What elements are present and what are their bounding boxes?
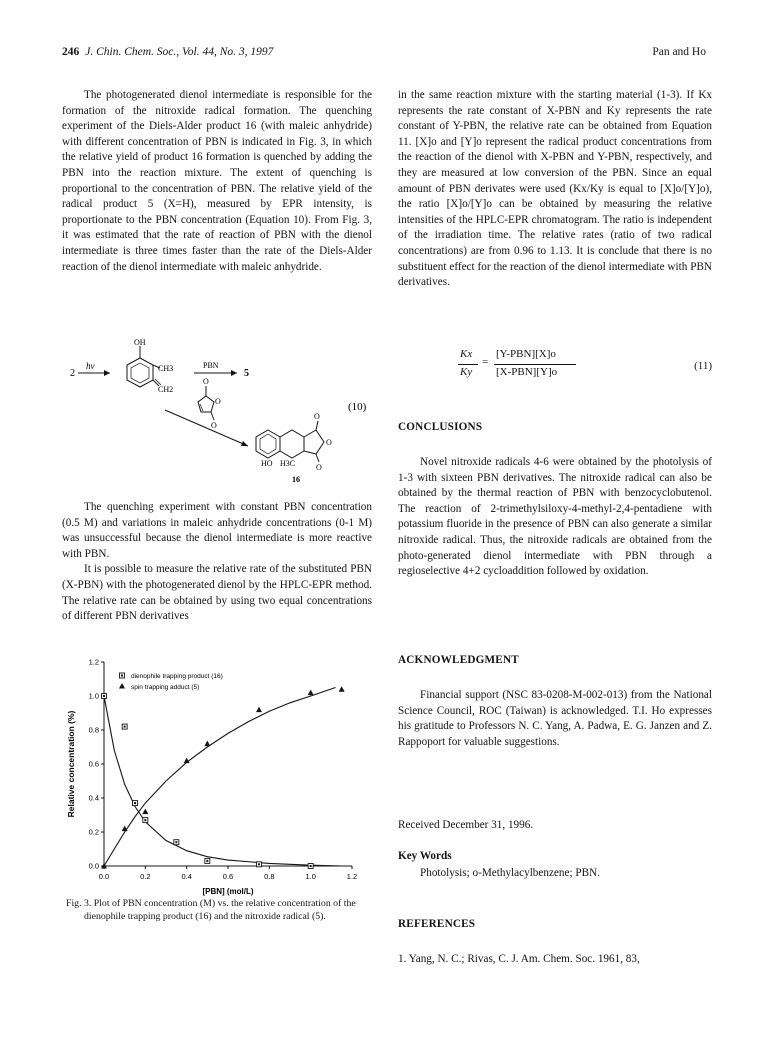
- eq-denominator: [X-PBN][Y]o: [496, 366, 558, 378]
- scheme-diagonal-arrow: [165, 410, 248, 446]
- legend-marker-spin-adduct: [119, 683, 125, 689]
- svg-text:O: O: [326, 438, 332, 447]
- equation-10-number: (10): [348, 401, 367, 413]
- data-point-dienophile: [133, 801, 138, 806]
- scheme-oh: OH: [134, 338, 146, 347]
- scheme-ho: HO: [261, 459, 273, 468]
- paragraph-quenching: The photogenerated dienol intermediate is responsible for the formation of the nitroxide radical formation. The quenching experiment of the Diels-Alder product 16 (with maleic anhydride) with different concentration of PBN is indicated in Fig. 3, in which the relative yield of product 16 formation is quenched by adding the PBN into the reaction mixture. The extent of quenching is proportional to the concentration of PBN. The relative yield of the radical product 5 (X=H), measured by EPR intensity, is proportionate to the PBN concentration (Equation 10). From Fig. 3, it was estimated that the rate of reaction of PBN with the dienol intermediate is three times faster than the rate of the Diels-Alder reaction of the dienol intermediate with maleic anhydride.: [62, 89, 372, 273]
- x-tick-label: 1.0: [305, 872, 316, 881]
- dienol-ring-inner: [131, 363, 149, 383]
- paragraph-constant-pbn: The quenching experiment with constant PBN concentration (0.5 M) and variations in maleic anhydride concentrations (0-1 M) was unsuccessful because the dienol intermediate is more reactive with PBN.: [62, 501, 372, 560]
- data-point-dienophile: [257, 862, 262, 867]
- scheme-hv: hν: [86, 361, 95, 371]
- y-tick-label: 0.6: [88, 759, 99, 769]
- received-date: Received December 31, 1996.: [398, 819, 534, 831]
- scheme-pbn: PBN: [203, 361, 219, 370]
- scheme-product: 5: [244, 368, 249, 379]
- x-tick-label: 0.6: [222, 872, 234, 881]
- conclusions-heading: CONCLUSIONS: [398, 421, 483, 433]
- legend-entry: spin trapping adduct (5): [131, 684, 200, 691]
- scheme-reactant: 2: [70, 368, 75, 379]
- equation-11: [398, 348, 712, 388]
- series-curve-dienophile: [104, 696, 342, 866]
- acknowledgment-body: [398, 688, 712, 750]
- scheme-h3c: H3C: [280, 459, 296, 468]
- eq-ky: Ky: [460, 366, 473, 378]
- y-tick-label: 0.2: [88, 827, 99, 837]
- data-point-spin-adduct: [339, 686, 345, 692]
- data-point-spin-adduct: [256, 707, 262, 713]
- data-point-dienophile: [122, 724, 127, 729]
- figure-3-caption: Fig. 3. Plot of PBN concentration (M) vs. the relative concentration of the dienophile trapping product (16) and the nitroxide radical (5).: [66, 898, 356, 922]
- series-curve-spin-adduct: [104, 688, 336, 867]
- y-tick-label: 0.8: [88, 725, 99, 735]
- data-point-dienophile: [308, 864, 313, 869]
- y-tick-label: 0.4: [88, 793, 99, 803]
- left-column-text-top: [62, 88, 372, 275]
- right-column-text: [398, 88, 712, 291]
- data-point-dienophile: [205, 858, 210, 863]
- data-point-dienophile: [102, 694, 107, 699]
- scheme-ch3: CH3: [158, 364, 174, 373]
- left-column-text-bottom: [62, 500, 372, 625]
- x-tick-label: 0.2: [140, 872, 151, 881]
- eq-numerator: [Y-PBN][X]o: [496, 348, 556, 360]
- svg-text:O: O: [316, 463, 322, 472]
- legend-entry: dienophile trapping product (16): [131, 673, 223, 680]
- y-tick-label: 0.0: [88, 861, 99, 871]
- data-point-dienophile: [143, 818, 148, 823]
- svg-text:O: O: [203, 377, 209, 386]
- reaction-scheme: [62, 338, 372, 488]
- x-tick-label: 1.2: [346, 872, 358, 881]
- legend-marker-dienophile: [120, 673, 125, 678]
- svg-text:O: O: [314, 412, 320, 421]
- x-axis-label: [PBN] (mol/L): [202, 887, 254, 896]
- x-tick-label: 0.4: [181, 872, 192, 881]
- scheme-ch2: CH2: [158, 385, 174, 394]
- paragraph-relative-rate: It is possible to measure the relative rate of the substituted PBN (X-PBN) with the photogenerated dienol by the HPLC-EPR method. The relative rate can be obtained by using two equal concentrations of different PBN derivatives: [62, 563, 372, 623]
- paragraph-relative-rate-cont: in the same reaction mixture with the starting material (1-3). If Kx represents the rate constant of X-PBN and Ky represents the rate constant of Y-PBN, the relative rate can be obtained from Equation 11. [X]o and [Y]o represent the radical product concentrations from the reaction of the dienol with X-PBN and Y-PBN, respectively, and they are measured at low conversion of the PBN. Since an equal amount of PBN derivates were used (Kx/Ky is equal to [X]o/[Y]o), the ratio [X]o/[Y]o can be obtained by measuring the relative intensities of the HPLC-EPR chromatogram. The ratio is independent of the irradiation time. The relative rates (ratio of two radical concentrations) are from 0.96 to 1.13. It is conclude that there is no substituent effect for the reaction of the dienol intermediate with PBN derivatives.: [398, 89, 712, 289]
- x-tick-label: 0.8: [264, 872, 275, 881]
- journal-citation: J. Chin. Chem. Soc., Vol. 44, No. 3, 1997: [85, 46, 274, 58]
- reference-1: 1. Yang, N. C.; Rivas, C. J. Am. Chem. Soc. 1961, 83,: [398, 953, 640, 965]
- conclusions-paragraph: Novel nitroxide radicals 4-6 were obtained by the photolysis of 1-3 with sixteen PBN derivatives. The nitroxide radical can also be obtained by the thermal reaction of PBN with benzocyclobutenol. The reaction of 2-trimethylsiloxy-4-methyl-2,4-pentadiene with potassium fluoride in the presence of PBN can also generate a similar nitroxide radical. Thus, the nitroxide radicals are obtained from the photo-generated dienol intermediate with PBN through a regioselective 4+2 cycloaddition followed by oxidation.: [398, 456, 712, 578]
- svg-text:O: O: [215, 397, 221, 406]
- eq-kx: Kx: [460, 348, 473, 360]
- eq-equals: =: [482, 356, 489, 368]
- key-words-list: Photolysis; o-Methylacylbenzene; PBN.: [420, 867, 600, 879]
- data-point-spin-adduct: [308, 690, 314, 696]
- key-words-heading: Key Words: [398, 850, 452, 862]
- adduct-anhydride-ring: [304, 430, 324, 454]
- running-head-left: [62, 46, 273, 58]
- y-tick-label: 1.2: [88, 657, 99, 667]
- maleic-anhydride-ring: [198, 396, 214, 412]
- adduct-cyclohexane-ring: [280, 430, 304, 458]
- data-point-spin-adduct: [204, 741, 210, 747]
- conclusions-body: [398, 455, 712, 580]
- page-number: 246: [62, 46, 80, 58]
- hv-arrowhead: [104, 370, 110, 376]
- pbn-arrowhead: [231, 370, 237, 376]
- scheme-compound: 16: [292, 475, 300, 484]
- y-axis-label: Relative concentration (%): [66, 710, 76, 818]
- page-header: [62, 46, 706, 62]
- equation-11-number: (11): [694, 360, 712, 372]
- references-heading: REFERENCES: [398, 918, 476, 930]
- data-point-dienophile: [174, 840, 179, 845]
- svg-text:O: O: [211, 421, 217, 430]
- figure-3-chart: [62, 656, 372, 898]
- data-point-spin-adduct: [142, 809, 148, 815]
- y-tick-label: 1.0: [88, 691, 99, 701]
- acknowledgment-paragraph: Financial support (NSC 83-0208-M-002-013) from the National Science Council, ROC (Taiwan) is acknowledged. T.I. Ho expresses his gratitude to Professors N. C. Yang, A. Padwa, E. G. Janzen and Z. Rappoport for valuable suggestions.: [398, 689, 712, 748]
- acknowledgment-heading: ACKNOWLEDGMENT: [398, 654, 519, 666]
- running-head-authors: Pan and Ho: [652, 46, 706, 58]
- x-tick-label: 0.0: [98, 872, 110, 881]
